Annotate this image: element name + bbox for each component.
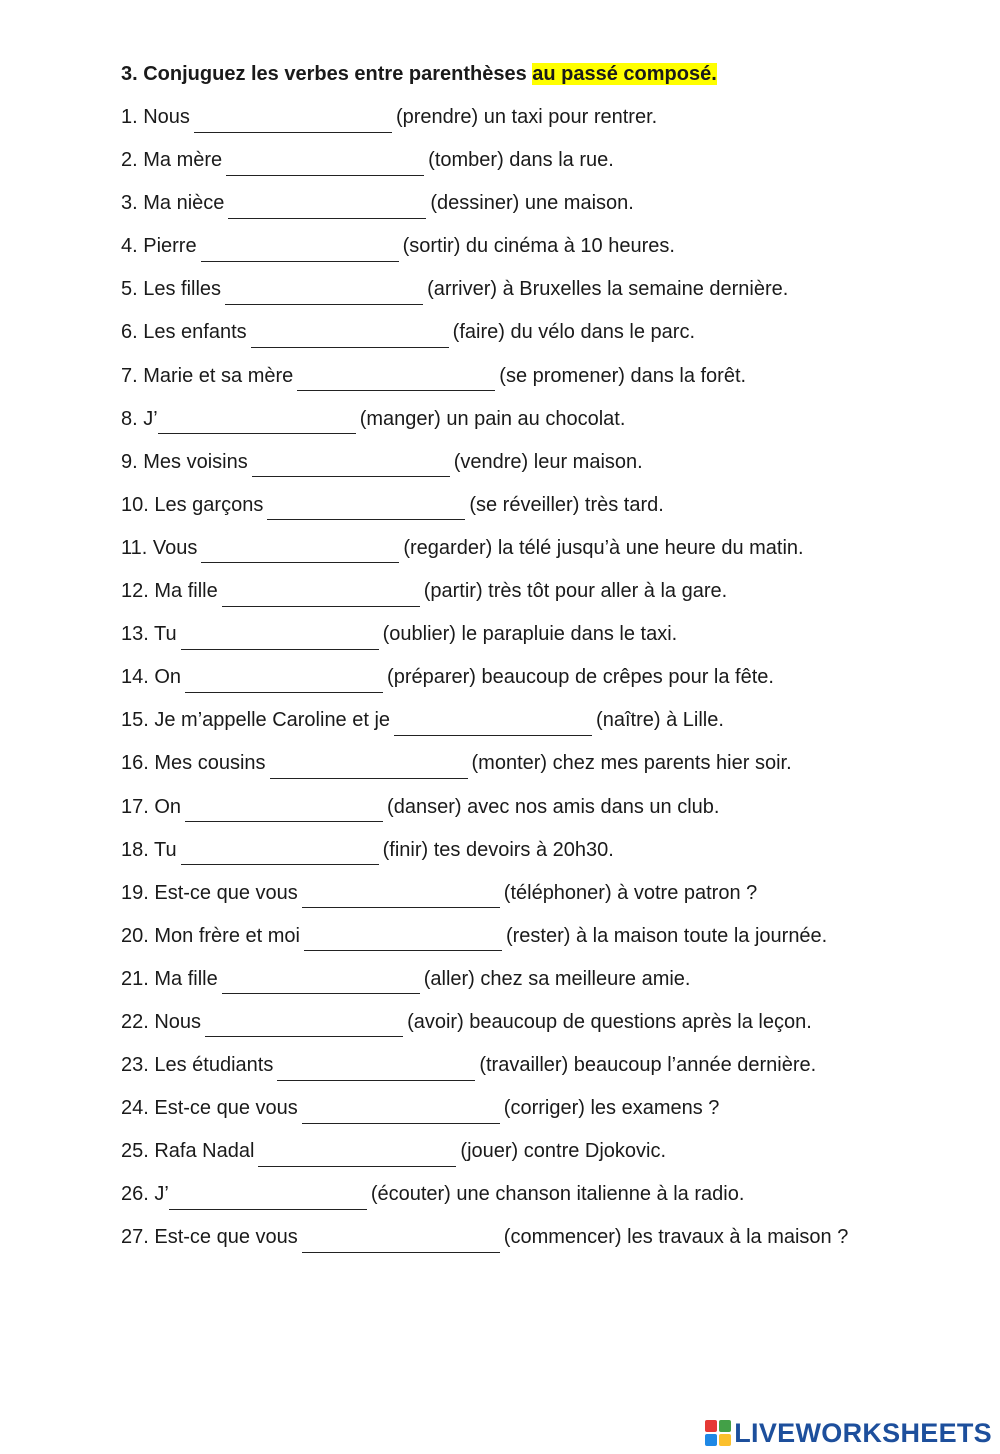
answer-input[interactable]: [181, 840, 379, 865]
exercise-subject: 18. Tu: [121, 838, 177, 861]
exercise-item: [121, 747, 981, 790]
exercise-item: [121, 1006, 981, 1049]
exercise-subject: 19. Est-ce que vous: [121, 881, 298, 904]
answer-input[interactable]: [394, 711, 592, 736]
exercise-verb-prompt: (arriver) à Bruxelles la semaine dernière.: [427, 278, 789, 301]
exercise-item: [121, 877, 981, 920]
exercise-verb-prompt: (vendre) leur maison.: [453, 450, 643, 473]
exercise-subject: 4. Pierre: [121, 235, 197, 258]
exercise-subject: 5. Les filles: [121, 278, 222, 301]
exercise-subject: 12. Ma fille: [121, 580, 218, 603]
exercise-verb-prompt: (dessiner) une maison.: [430, 192, 634, 215]
answer-input[interactable]: [169, 1185, 367, 1210]
exercise-verb-prompt: (sortir) du cinéma à 10 heures.: [402, 235, 675, 258]
exercise-subject: 22. Nous: [121, 1010, 202, 1033]
exercise-subject: 6. Les enfants: [121, 321, 247, 344]
answer-input[interactable]: [228, 194, 426, 219]
exercise-verb-prompt: (partir) très tôt pour aller à la gare.: [423, 580, 728, 603]
exercise-item: [121, 1135, 981, 1178]
exercise-item: [121, 532, 981, 575]
exercise-verb-prompt: (oublier) le parapluie dans le taxi.: [382, 623, 678, 646]
liveworksheets-logo: [705, 1418, 992, 1448]
exercise-verb-prompt: (commencer) les travaux à la maison ?: [503, 1226, 849, 1249]
answer-input[interactable]: [201, 538, 399, 563]
answer-input[interactable]: [222, 582, 420, 607]
logo-square: [719, 1434, 731, 1446]
exercise-verb-prompt: (se réveiller) très tard.: [469, 493, 664, 516]
exercise-item: [121, 446, 981, 489]
exercise-verb-prompt: (jouer) contre Djokovic.: [460, 1140, 667, 1163]
exercise-verb-prompt: (regarder) la télé jusqu’à une heure du matin.: [403, 536, 804, 559]
exercise-verb-prompt: (corriger) les examens ?: [503, 1097, 720, 1120]
answer-input[interactable]: [185, 797, 383, 822]
answer-input[interactable]: [297, 366, 495, 391]
exercise-subject: 24. Est-ce que vous: [121, 1097, 298, 1120]
exercise-verb-prompt: (préparer) beaucoup de crêpes pour la fête.: [387, 666, 774, 689]
exercise-item: [121, 963, 981, 1006]
exercise-subject: 21. Ma fille: [121, 967, 218, 990]
exercise-title: [121, 58, 981, 90]
answer-input[interactable]: [304, 926, 502, 951]
exercise-item: [121, 618, 981, 661]
exercise-verb-prompt: (naître) à Lille.: [596, 709, 724, 732]
exercise-subject: 3. Ma nièce: [121, 192, 225, 215]
exercise-item: [121, 920, 981, 963]
exercise-subject: 10. Les garçons: [121, 493, 264, 516]
exercise-item: [121, 187, 981, 230]
exercise-item: [121, 101, 981, 144]
exercise-item: [121, 273, 981, 316]
exercise-item: [121, 144, 981, 187]
answer-input[interactable]: [185, 668, 383, 693]
exercise-subject: 15. Je m’appelle Caroline et je: [121, 709, 391, 732]
exercise-item: [121, 316, 981, 359]
exercise-subject: 17. On: [121, 795, 182, 818]
exercise-subject: 1. Nous: [121, 106, 190, 128]
worksheet: [121, 58, 981, 1265]
exercise-subject: 11. Vous: [121, 536, 198, 559]
exercise-item: [121, 791, 981, 834]
answer-input[interactable]: [258, 1142, 456, 1167]
answer-input[interactable]: [277, 1056, 475, 1081]
exercise-item: [121, 1178, 981, 1221]
answer-input[interactable]: [267, 495, 465, 520]
exercise-item: [121, 403, 981, 446]
exercise-verb-prompt: (se promener) dans la forêt.: [499, 364, 747, 387]
exercise-verb-prompt: (finir) tes devoirs à 20h30.: [382, 838, 614, 861]
exercise-verb-prompt: (manger) un pain au chocolat.: [359, 407, 626, 430]
exercise-subject: 2. Ma mère: [121, 149, 223, 172]
exercise-verb-prompt: (prendre) un taxi pour rentrer.: [395, 106, 658, 128]
title-highlight: au passé composé.: [532, 63, 717, 85]
exercise-item: [121, 661, 981, 704]
answer-input[interactable]: [302, 883, 500, 908]
answer-input[interactable]: [181, 625, 379, 650]
exercise-subject: 13. Tu: [121, 623, 177, 646]
exercise-verb-prompt: (travailler) beaucoup l’année dernière.: [479, 1054, 817, 1077]
answer-input[interactable]: [194, 108, 392, 133]
logo-square: [705, 1420, 717, 1432]
logo-square: [719, 1420, 731, 1432]
exercise-verb-prompt: (monter) chez mes parents hier soir.: [471, 752, 792, 775]
exercise-subject: 20. Mon frère et moi: [121, 924, 300, 947]
exercise-item: [121, 1049, 981, 1092]
exercise-subject: 7. Marie et sa mère: [121, 364, 294, 387]
exercise-item: [121, 489, 981, 532]
exercise-item: [121, 575, 981, 618]
exercise-verb-prompt: (faire) du vélo dans le parc.: [452, 321, 695, 344]
exercise-verb-prompt: (téléphoner) à votre patron ?: [503, 881, 758, 904]
answer-input[interactable]: [158, 409, 356, 434]
answer-input[interactable]: [302, 1099, 500, 1124]
exercise-verb-prompt: (écouter) une chanson italienne à la radio.: [370, 1183, 745, 1206]
answer-input[interactable]: [252, 452, 450, 477]
answer-input[interactable]: [205, 1012, 403, 1037]
answer-input[interactable]: [222, 969, 420, 994]
answer-input[interactable]: [251, 323, 449, 348]
exercise-subject: 9. Mes voisins: [121, 450, 248, 473]
exercise-item: [121, 1221, 981, 1264]
logo-square: [705, 1434, 717, 1446]
answer-input[interactable]: [201, 237, 399, 262]
exercise-list: [121, 101, 981, 1265]
exercise-verb-prompt: (tomber) dans la rue.: [428, 149, 614, 172]
exercise-subject: 16. Mes cousins: [121, 752, 266, 775]
exercise-item: [121, 704, 981, 747]
exercise-verb-prompt: (aller) chez sa meilleure amie.: [423, 967, 691, 990]
answer-input[interactable]: [225, 280, 423, 305]
answer-input[interactable]: [226, 151, 424, 176]
exercise-subject: 23. Les étudiants: [121, 1054, 274, 1077]
exercise-subject: 27. Est-ce que vous: [121, 1226, 298, 1249]
logo-text: LIVEWORKSHEETS: [734, 1417, 992, 1448]
exercise-item: [121, 834, 981, 877]
exercise-item: [121, 360, 981, 403]
answer-input[interactable]: [302, 1228, 500, 1253]
liveworksheets-icon: [705, 1420, 731, 1446]
title-prefix: 3. Conjuguez les verbes entre parenthèses: [121, 63, 533, 85]
exercise-verb-prompt: (avoir) beaucoup de questions après la leçon.: [407, 1010, 812, 1033]
exercise-subject: 25. Rafa Nadal: [121, 1140, 255, 1163]
exercise-verb-prompt: (danser) avec nos amis dans un club.: [387, 795, 720, 818]
exercise-verb-prompt: (rester) à la maison toute la journée.: [505, 924, 828, 947]
exercise-item: [121, 230, 981, 273]
exercise-subject: 14. On: [121, 666, 182, 689]
exercise-item: [121, 1092, 981, 1135]
answer-input[interactable]: [270, 754, 468, 779]
exercise-subject: 26. J’: [121, 1183, 169, 1206]
exercise-subject: 8. J’: [121, 407, 158, 430]
